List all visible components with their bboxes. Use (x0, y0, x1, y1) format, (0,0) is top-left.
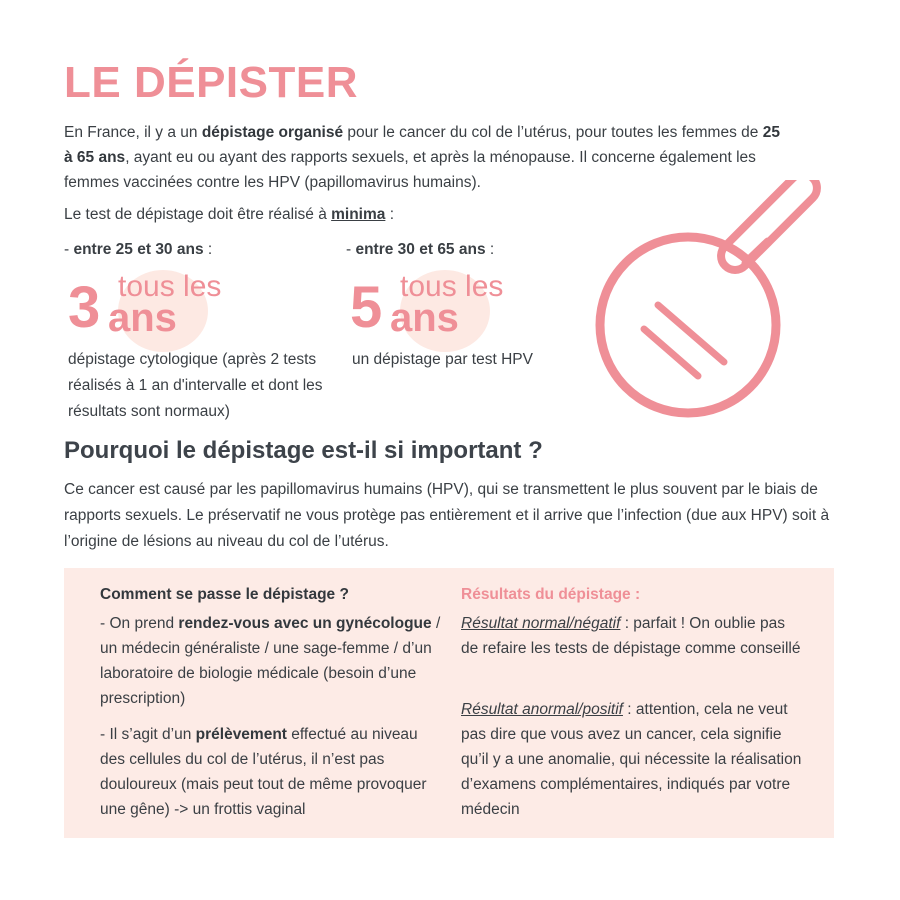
range-25-30: - entre 25 et 30 ans : (64, 241, 213, 258)
left-description: dépistage cytologique (après 2 tests réalisés à 1 an d'intervalle et dont les résultats sont normaux) (68, 351, 323, 420)
interval-ans: ans (390, 296, 459, 340)
interval-number-5: 5 (350, 275, 383, 340)
intro-paragraph: En France, il y a un dépistage organisé pour le cancer du col de l’utérus, pour toutes les femmes de 25 à 65 ans, ayant eu ou ayant des rapports sexuels, et après la ménopause. Il concerne également les femmes vaccinées contre les HPV (papillomavirus humains). (64, 124, 780, 191)
how-paragraph-2: - Il s’agit d’un prélèvement effectué au niveau des cellules du col de l’utérus, il n’est pas douloureux (mais peut tout de même provoquer une gêne) -> un frottis vaginal (100, 726, 427, 818)
right-description: un dépistage par test HPV (352, 351, 533, 368)
results-heading: Résultats du dépistage : (461, 586, 641, 603)
interval-number-3: 3 (68, 275, 101, 340)
interval-tous-les: tous les (400, 270, 504, 303)
minima-line: Le test de dépistage doit être réalisé à minima : (64, 206, 395, 223)
how-paragraph-1: - On prend rendez-vous avec un gynécologue / un médecin généraliste / une sage-femme / d’un laboratoire de biologie médicale (besoin d’une prescription) (100, 615, 441, 707)
how-heading: Comment se passe le dépistage ? (100, 586, 349, 603)
page-title: LE DÉPISTER (64, 58, 358, 107)
interval-tous-les: tous les (118, 270, 222, 303)
why-paragraph: Ce cancer est causé par les papillomavirus humains (HPV), qui se transmettent le plus souvent par le biais de rapports sexuels. Le préservatif ne vous protège pas entièrement et il arrive que l’infection (due aux HPV) soit à l’origine de lésions au niveau du col de l’utérus. (64, 481, 830, 550)
interval-ans: ans (108, 296, 177, 340)
result-normal: Résultat normal/négatif : parfait ! On oublie pas de refaire les tests de dépistage comme conseillé (461, 615, 801, 657)
speculum-swab-icon (590, 180, 860, 430)
why-heading: Pourquoi le dépistage est-il si important ? (64, 437, 543, 464)
result-abnormal: Résultat anormal/positif : attention, cela ne veut pas dire que vous avez un cancer, cela signifie qu’il y a une anomalie, qui nécessite la réalisation d’examens complémentaires, indiqués par votre médecin (461, 701, 802, 818)
range-30-65: - entre 30 et 65 ans : (346, 241, 495, 258)
